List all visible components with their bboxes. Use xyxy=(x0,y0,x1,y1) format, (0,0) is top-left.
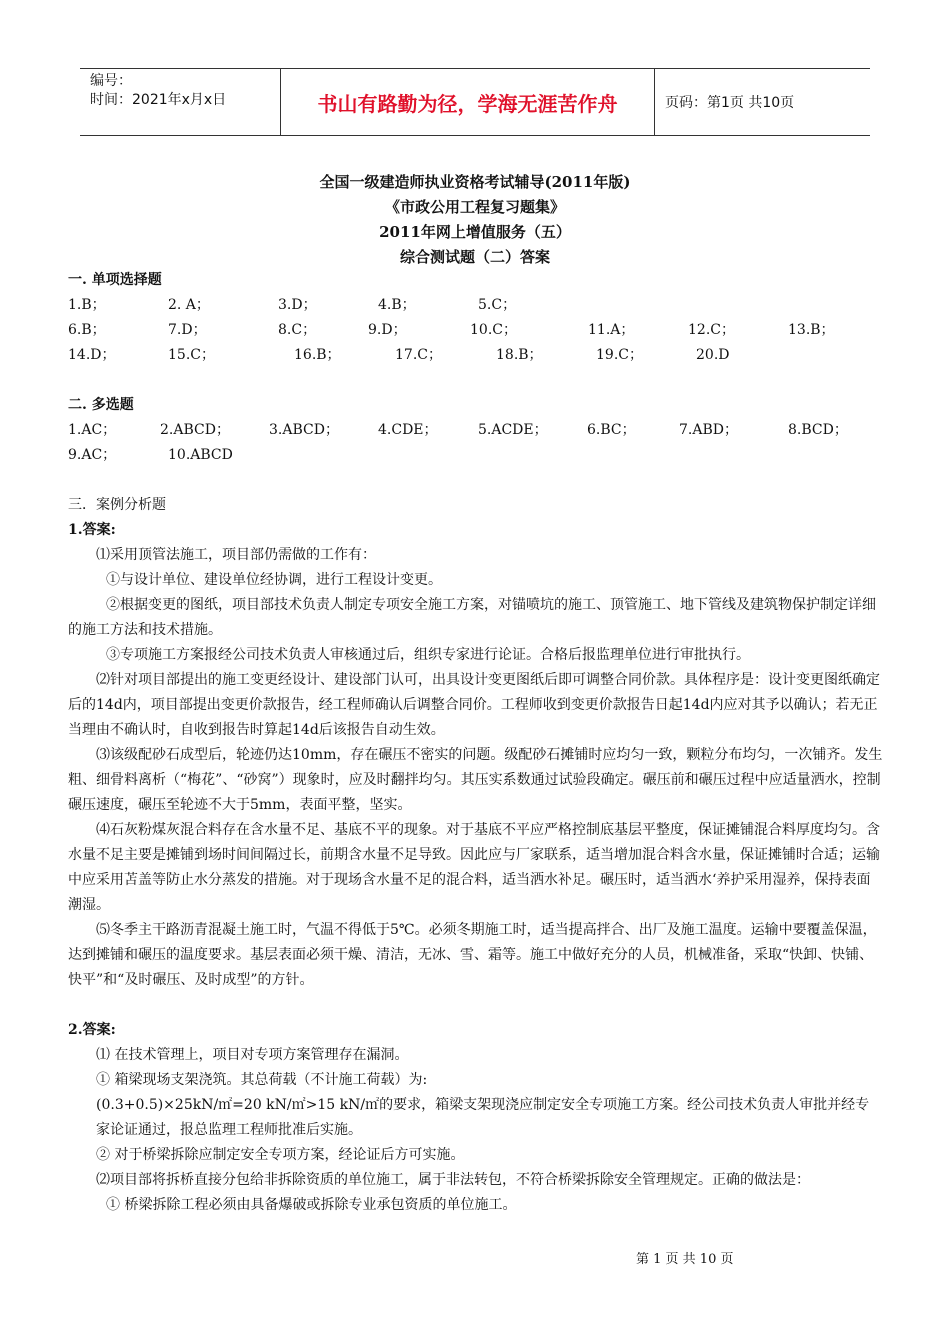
answer-item: 10.ABCD xyxy=(168,447,233,463)
answer-item: 15.C； xyxy=(168,347,215,363)
header-left-cell xyxy=(80,69,281,135)
q2-paragraph: ① 箱梁现场支架浇筑。其总荷载（不计施工荷载）为: xyxy=(96,1072,428,1088)
answer-item: 1.B； xyxy=(68,297,106,313)
q1-paragraph: ⑴采用顶管法施工，项目部仍需做的工作有： xyxy=(96,547,376,563)
q2-paragraph: ⑴ 在技术管理上，项目对专项方案管理存在漏洞。 xyxy=(96,1047,409,1063)
answer-row xyxy=(68,293,883,318)
answer-content xyxy=(68,268,883,1218)
answer-item: 4.CDE； xyxy=(378,422,438,438)
section-1-heading: 一. 单项选择题 xyxy=(68,272,162,288)
answer-item: 19.C； xyxy=(596,347,643,363)
q1-paragraph: ⑷石灰粉煤灰混合料存在含水量不足、基底不平的现象。对于基底不平应严格控制底基层平整度，保证摊铺混合料厚度均匀。含水量不足主要是摊铺到场时间间隔过长，前期含水量不足导致。因此应与厂家联系，适当增加混合料含水量，保证摊铺时合适；运输中应采用苫盖等防止水分蒸发的措施。对于现场含水量不足的混合料，适当洒水补足。碾压时，适当洒水‘养护采用湿养，保持表面潮湿。 xyxy=(68,822,880,913)
answer-item: 5.C； xyxy=(478,297,517,313)
answer-row xyxy=(68,343,883,368)
document-titles xyxy=(0,170,950,270)
title-line-2: 《市政公用工程复习题集》 xyxy=(384,198,565,216)
answer-item: 12.C； xyxy=(688,322,735,338)
page-label: 页码：第1页 共10页 xyxy=(665,95,795,111)
q1-paragraph: ⑵针对项目部提出的施工变更经设计、建设部门认可，出具设计变更图纸后即可调整合同价款。具体程序是：设计变更图纸确定后的14d内，项目部提出变更价款报告，经工程师确认后调整合同价。工程师收到变更价款报告日起14d内应对其予以确认；若无正当理由不确认时，自收到报告时算起14d后该报告自动生效。 xyxy=(68,672,880,738)
title-line-3: 2011年网上增值服务（五） xyxy=(379,223,571,241)
date-label: 时间：2021年x月x日 xyxy=(90,92,227,108)
answer-item: 18.B； xyxy=(496,347,543,363)
header-table xyxy=(80,68,870,136)
answer-item: 16.B； xyxy=(294,347,341,363)
answer-item: 2. A； xyxy=(168,297,210,313)
q1-paragraph: ③专项施工方案报经公司技术负责人审核通过后，组织专家进行论证。合格后报监理单位进行审批执行。 xyxy=(106,647,750,663)
answer-item: 1.AC； xyxy=(68,422,117,438)
answer-item: 9.D； xyxy=(368,322,407,338)
page-footer: 第 1 页 共 10 页 xyxy=(636,1252,734,1267)
answer-item: 14.D； xyxy=(68,347,116,363)
answer-item: 5.ACDE； xyxy=(478,422,548,438)
answer-item: 20.D xyxy=(696,347,730,363)
answer-item: 17.C； xyxy=(395,347,442,363)
answer-item: 3.D； xyxy=(278,297,317,313)
q1-paragraph: ②根据变更的图纸，项目部技术负责人制定专项安全施工方案，对锚喷坑的施工、顶管施工、地下管线及建筑物保护制定详细的施工方法和技术措施。 xyxy=(68,597,876,638)
q2-paragraph: ① 桥梁拆除工程必须由具备爆破或拆除专业承包资质的单位施工。 xyxy=(106,1197,517,1213)
section-2-heading: 二. 多选题 xyxy=(68,397,134,413)
answer-item: 3.ABCD； xyxy=(269,422,339,438)
answer-item: 6.BC； xyxy=(587,422,636,438)
answer-row xyxy=(68,443,883,468)
q2-paragraph: (0.3+0.5)×25kN/㎡=20 kN/㎡>15 kN/㎡的要求，箱梁支架现浇应制定安全专项施工方案。经公司技术负责人审批并经专家论证通过，报总监理工程师批准后实施。 xyxy=(96,1097,870,1138)
answer-item: 7.D； xyxy=(168,322,207,338)
q2-paragraph: ⑵项目部将拆桥直接分包给非拆除资质的单位施工，属于非法转包，不符合桥梁拆除安全管理规定。正确的做法是： xyxy=(96,1172,810,1188)
title-line-1: 全国一级建造师执业资格考试辅导(2011年版) xyxy=(319,173,631,191)
answer-item: 7.ABD； xyxy=(679,422,738,438)
q1-paragraph: ⑸冬季主干路沥青混凝土施工时，气温不得低于5℃。必须冬期施工时，适当提高拌合、出厂及施工温度。运输中要覆盖保温，达到摊铺和碾压的温度要求。基层表面必须干燥、清洁，无冰、雪、霜等。施工中做好充分的人员，机械准备，采取“快卸、快铺、快平”和“及时碾压、及时成型”的方针。 xyxy=(68,922,877,988)
number-label: 编号： xyxy=(90,73,132,89)
q1-paragraph: ①与设计单位、建设单位经协调，进行工程设计变更。 xyxy=(106,572,442,588)
question-1-label: 1.答案: xyxy=(68,522,116,538)
title-line-4: 综合测试题（二）答案 xyxy=(399,248,550,266)
answer-item: 9.AC； xyxy=(68,447,117,463)
answer-item: 4.B； xyxy=(378,297,416,313)
answer-row xyxy=(68,418,883,443)
answer-item: 8.BCD； xyxy=(788,422,848,438)
answer-item: 11.A； xyxy=(588,322,635,338)
q1-paragraph: ⑶该级配砂石成型后，轮迹仍达10mm，存在碾压不密实的问题。级配砂石摊铺时应均匀一致，颗粒分布均匀，一次铺齐。发生粗、细骨料离析（“梅花”、“砂窝”）现象时，应及时翻拌均匀。其压实系数通过试验段确定。碾压前和碾压过程中应适量洒水，控制碾压速度，碾压至轮迹不大于5mm，表面平整，坚实。 xyxy=(68,747,883,813)
answer-item: 8.C； xyxy=(278,322,317,338)
answer-item: 10.C； xyxy=(470,322,517,338)
answer-row xyxy=(68,318,883,343)
q2-paragraph: ② 对于桥梁拆除应制定安全专项方案，经论证后方可实施。 xyxy=(96,1147,465,1163)
answer-item: 2.ABCD； xyxy=(160,422,230,438)
motto: 书山有路勤为径，学海无涯苦作舟 xyxy=(281,69,655,135)
answer-item: 13.B； xyxy=(788,322,835,338)
section-3-heading: 三．案例分析题 xyxy=(68,497,166,513)
answer-item: 6.B； xyxy=(68,322,106,338)
question-2-label: 2.答案: xyxy=(68,1022,116,1038)
